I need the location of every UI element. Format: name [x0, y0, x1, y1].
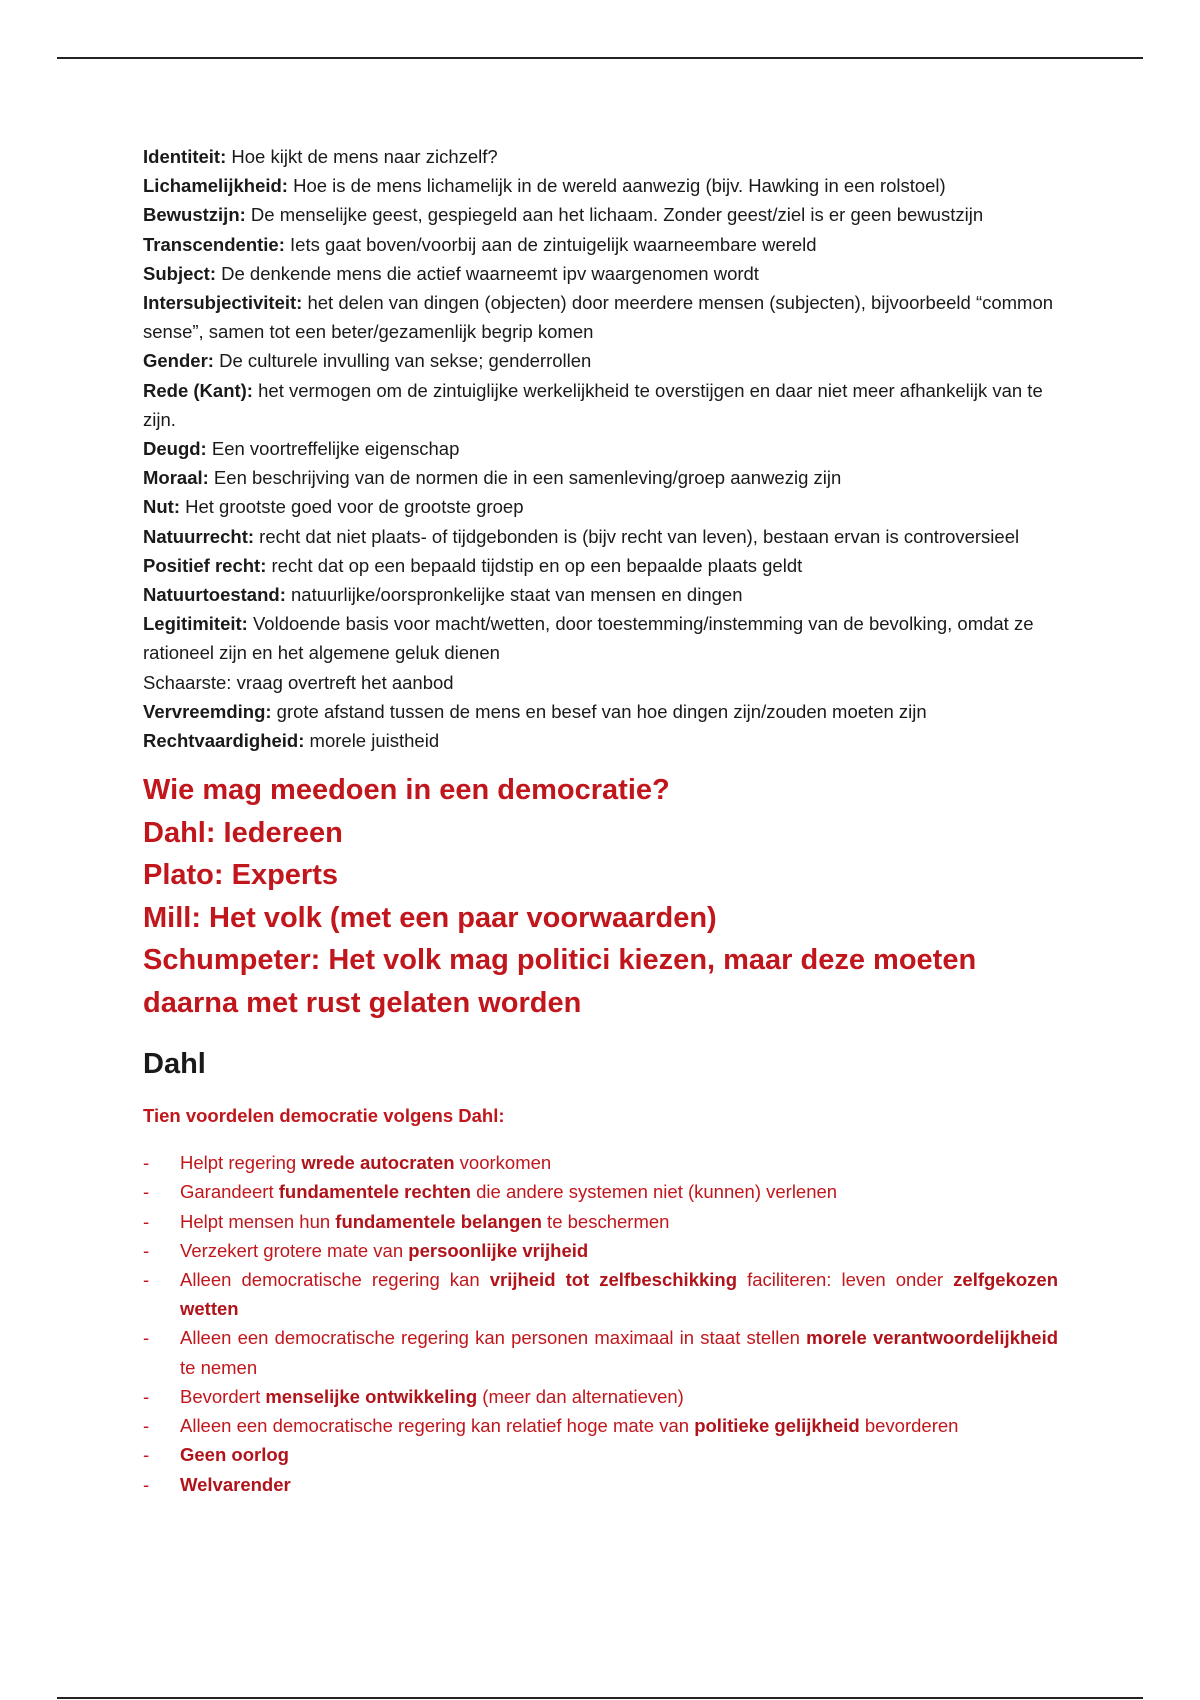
advantage-key-term: persoonlijke vrijheid [408, 1239, 589, 1261]
advantage-text: Helpt regering [180, 1152, 302, 1174]
democracy-headings [143, 769, 1058, 1024]
advantage-text: Verzekert grotere mate van [180, 1239, 409, 1261]
definition-text: morele juistheid [304, 730, 440, 752]
definition-item [143, 142, 1058, 171]
definition-text: Schaarste: vraag overtreft het aanbod [143, 671, 454, 693]
advantage-key-term: vrijheid tot zelfbeschikking [489, 1269, 738, 1291]
advantage-key-term: wrede autocraten [301, 1152, 455, 1174]
bullet-dash: - [143, 1181, 150, 1203]
definition-item [143, 463, 1058, 492]
advantage-key-term: menselijke ontwikkeling [265, 1385, 478, 1407]
definition-term: Deugd: [143, 438, 207, 460]
bullet-dash: - [143, 1444, 150, 1466]
advantage-text: Garandeert [180, 1181, 279, 1203]
advantage-item [143, 1411, 1058, 1440]
definition-item [143, 346, 1058, 375]
advantage-key-term: fundamentele rechten [278, 1181, 471, 1203]
definition-term: Positief recht: [143, 554, 267, 576]
definition-term: Rede (Kant): [143, 379, 253, 401]
advantage-key-term: Welvarender [180, 1473, 291, 1495]
advantage-text: faciliteren: leven onder [737, 1269, 954, 1291]
definition-item [143, 171, 1058, 200]
advantage-text: Helpt mensen hun [180, 1210, 336, 1232]
definition-term: Rechtvaardigheid: [143, 730, 305, 752]
bullet-dash: - [143, 1473, 150, 1495]
definition-term: Legitimiteit: [143, 613, 248, 635]
definition-text: grote afstand tussen de mens en besef van hoe dingen zijn/zouden moeten zijn [271, 700, 927, 722]
definition-item [143, 434, 1058, 463]
advantage-text: Alleen een democratische regering kan personen maximaal in staat stellen [180, 1327, 807, 1349]
definition-term: Bewustzijn: [143, 204, 246, 226]
advantage-item [143, 1382, 1058, 1411]
definition-term: Natuurrecht: [143, 525, 255, 547]
definition-item [143, 697, 1058, 726]
definition-item [143, 668, 1058, 697]
advantage-text: te beschermen [541, 1210, 670, 1232]
definition-text: het vermogen om de zintuiglijke werkelijkheid te overstijgen en daar niet meer afhankelijk van te zijn. [143, 379, 1043, 430]
definition-item [143, 726, 1058, 755]
definition-text: Hoe is de mens lichamelijk in de wereld aanwezig (bijv. Hawking in een rolstoel) [287, 175, 946, 197]
advantage-item [143, 1265, 1058, 1323]
definition-item [143, 551, 1058, 580]
definition-item [143, 580, 1058, 609]
definition-text: natuurlijke/oorspronkelijke staat van mensen en dingen [285, 584, 743, 606]
definition-text: De denkende mens die actief waarneemt ipv waargenomen wordt [215, 262, 759, 284]
democracy-heading: Schumpeter: Het volk mag politici kiezen, maar deze moeten daarna met rust gelaten worden [143, 944, 977, 1019]
advantage-item [143, 1177, 1058, 1206]
advantages-subheading: Tien voordelen democratie volgens Dahl: [143, 1105, 505, 1127]
definition-item [143, 376, 1058, 434]
advantage-item [143, 1440, 1058, 1469]
definition-text: Iets gaat boven/voorbij aan de zintuigelijk waarneembare wereld [284, 233, 817, 255]
definition-item [143, 288, 1058, 346]
bullet-dash: - [143, 1152, 150, 1174]
advantage-text: Alleen een democratische regering kan relatief hoge mate van [180, 1415, 695, 1437]
definition-text: Het grootste goed voor de grootste groep [179, 496, 524, 518]
definition-term: Vervreemding: [143, 700, 272, 722]
advantage-key-term: fundamentele belangen [335, 1210, 542, 1232]
bullet-dash: - [143, 1385, 150, 1407]
definition-item [143, 200, 1058, 229]
advantage-item [143, 1207, 1058, 1236]
advantage-text: (meer dan alternatieven) [477, 1385, 684, 1407]
advantage-text: voorkomen [454, 1152, 552, 1174]
democracy-heading: Dahl: Iedereen [143, 816, 343, 849]
definition-text: Voldoende basis voor macht/wetten, door toestemming/instemming van de bevolking, omdat ze rationeel zijn en het algemene geluk dienen [143, 613, 1034, 664]
definition-text: Hoe kijkt de mens naar zichzelf? [226, 146, 498, 167]
definition-item [143, 259, 1058, 288]
definition-item [143, 230, 1058, 259]
definition-text: Een voortreffelijke eigenschap [206, 438, 460, 460]
advantage-text: te nemen [180, 1356, 258, 1378]
bullet-dash: - [143, 1210, 150, 1232]
definition-text: De menselijke geest, gespiegeld aan het lichaam. Zonder geest/ziel is er geen bewustzijn [245, 204, 984, 226]
definition-text: De culturele invulling van sekse; genderrollen [213, 350, 592, 372]
definition-term: Identiteit: [143, 146, 227, 167]
definition-term: Gender: [143, 350, 214, 372]
advantage-item [143, 1470, 1058, 1499]
definition-term: Nut: [143, 496, 180, 518]
definition-text: het delen van dingen (objecten) door meerdere mensen (subjecten), bijvoorbeeld “common sense”, samen tot een beter/gezamenlijk begrip komen [143, 292, 1054, 343]
advantage-key-term: morele verantwoordelijkheid [806, 1327, 1059, 1349]
definition-term: Transcendentie: [143, 233, 285, 255]
democracy-heading: Mill: Het volk (met een paar voorwaarden) [143, 901, 717, 934]
definition-term: Moraal: [143, 467, 209, 489]
definition-item [143, 492, 1058, 521]
advantage-key-term: zelfgekozen wetten [180, 1269, 1059, 1320]
definition-item [143, 522, 1058, 551]
definition-text: Een beschrijving van de normen die in een samenleving/groep aanwezig zijn [208, 467, 842, 489]
top-rule [57, 57, 1143, 59]
bullet-dash: - [143, 1327, 150, 1349]
advantage-item [143, 1323, 1058, 1381]
definition-item [143, 609, 1058, 667]
democracy-heading: Plato: Experts [143, 859, 338, 892]
advantage-item [143, 1236, 1058, 1265]
advantage-text: Alleen democratische regering kan [180, 1269, 490, 1291]
advantage-text: Bevordert [180, 1385, 266, 1407]
definition-term: Intersubjectiviteit: [143, 292, 303, 314]
bottom-rule [57, 1697, 1143, 1699]
bullet-dash: - [143, 1415, 150, 1437]
advantage-text: die andere systemen niet (kunnen) verlenen [470, 1181, 838, 1203]
advantage-text: bevorderen [859, 1415, 959, 1437]
definition-term: Subject: [143, 262, 216, 284]
definition-term: Natuurtoestand: [143, 584, 286, 606]
definition-text: recht dat op een bepaald tijdstip en op een bepaalde plaats geldt [266, 554, 803, 576]
definition-text: recht dat niet plaats- of tijdgebonden is (bijv recht van leven), bestaan ervan is controversieel [254, 525, 1020, 547]
advantages-list [143, 1148, 1058, 1498]
section-title: Dahl [143, 1048, 206, 1081]
definition-term: Lichamelijkheid: [143, 175, 288, 197]
document-content [143, 142, 1058, 1499]
bullet-dash: - [143, 1269, 150, 1291]
advantage-item [143, 1148, 1058, 1177]
advantage-key-term: politieke gelijkheid [694, 1415, 860, 1437]
definitions-list [143, 142, 1058, 755]
bullet-dash: - [143, 1239, 150, 1261]
democracy-heading: Wie mag meedoen in een democratie? [143, 774, 670, 807]
advantage-key-term: Geen oorlog [180, 1444, 289, 1466]
